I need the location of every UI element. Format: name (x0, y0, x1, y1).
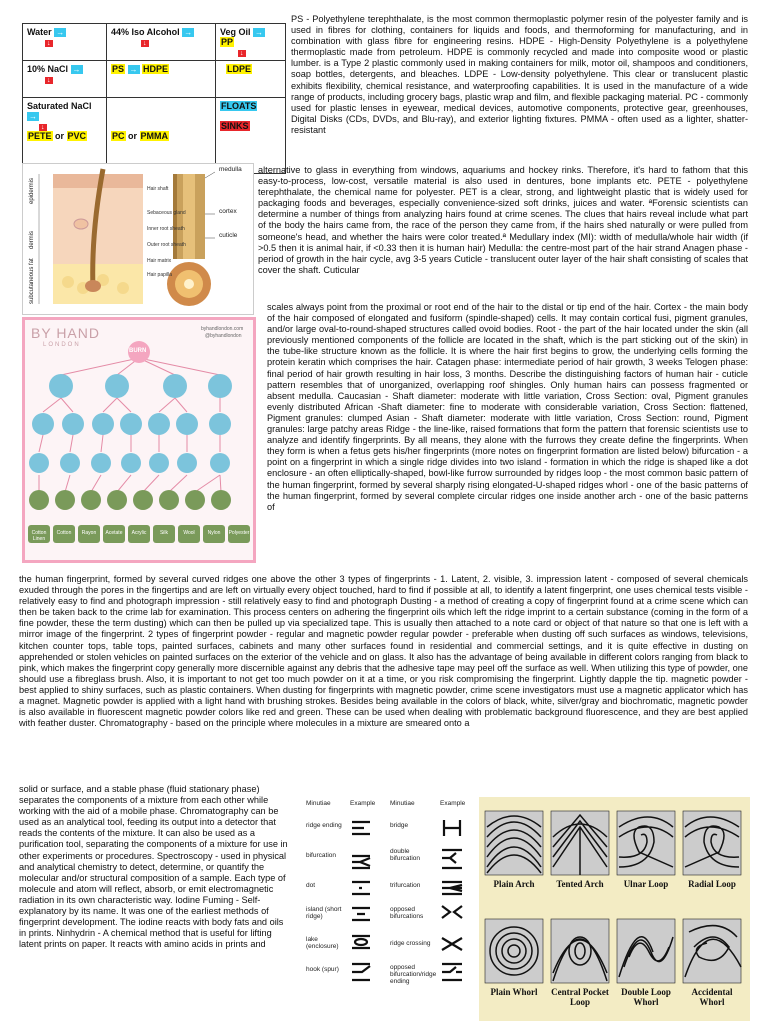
arrow-down-icon: ↓ (41, 124, 45, 131)
paragraph-fingerprints: the human fingerprint, formed by several curved ridges one above the other 3 types of fingerprints - 1. Latent, 2. visible, 3. impression latent - composed of several chemicals exuded through the pores in the fingertips and are left on virtually every object touched, hard to find if possible at all, to identify a latent fingerprint, one uses chemical tests visible - relatively easy to find and photograph impression - still relatively easy to find and photograph Dusting - a method of creating a copy of fingerprint found at a crime scene which can then be taken back to the crime lab for examination. This process centers on adhering the fingerprint oils which left the ridge imprint to a certain substance (coming in the form of a fine powder, these the term dusting) which can then be pulled up via specialized tape. This is usually then attached to a note card or object of that nature so that one is left with a mirror image of the fingerprint. 2 types of fingerprint powder - regular and magnetic powder regular powder - preferable when dusting off such surfaces as windows, televisions, kitchen counter tops, table tops, painted surfaces, cabinets and many other surfaces found in residential and commercial settings, and it is quite effective in dusting on apprehended or stolen vehicles on painted surfaces on the exterior of the vehicle and on glass. It also has the advantage of being available in different colors ranging from black to pink, which makes the fingerprint copy generally more discernible against any debris that the adhesive tape may peel off the surface as well. When utilizing this type of powder, one should use a fibreglass brush. Also, it is important to not get too much powder on it at a time, or you risk compromising the fingerprint. Lightly dapple the tip. magnetic powder - best applied to shiny surfaces, such as plastic containers. When dusting for fingerprints with magnetic powder, crime scene investigators must use a magnetic applicator which has a magnet. Magnetic powder is applied with a light hand with brushing strokes. Besides being available in the colors of black, white, silver/gray and biochromatic, magnetic powder is also available in fluorescent magnetic powder colors like red and green. These can be used when dealing with problematic background fluorescence, and they are best applied with feather duster. Chromatography - based on the principle where molecules in a mixture are smeared onto a (19, 574, 748, 729)
burn-tree (25, 320, 253, 560)
cell-iso (107, 24, 216, 61)
example-header: Example (350, 800, 376, 807)
svg-text:Hair papilla: Hair papilla (147, 272, 173, 278)
opposed-bifurcation-ending-icon (442, 964, 462, 980)
island-icon (352, 908, 370, 920)
hair-diagram (22, 163, 254, 315)
ldpe-label: LDPE (227, 64, 252, 74)
arrow-down-icon: ↓ (47, 40, 51, 47)
fabric-label: Cotton (56, 530, 72, 536)
burn-root: BURN (129, 348, 147, 354)
arrow-down-icon: ↓ (47, 77, 51, 84)
ridge-ending-icon (352, 822, 370, 834)
ps-label: PS (112, 64, 125, 74)
label-cortex: cortex (219, 208, 237, 215)
fabric-label: Nylon (207, 530, 221, 536)
minutia-label: hook (spur) (306, 966, 339, 973)
burn-bottom-labels (28, 530, 250, 542)
bridge-icon (444, 820, 460, 836)
pete-label: PETE (28, 131, 52, 141)
arrow-right-icon: → (184, 28, 193, 37)
fp-label-plain-arch: Plain Arch (493, 879, 535, 889)
svg-text:Hair shaft: Hair shaft (147, 186, 169, 192)
sinks-label: SINKS (221, 121, 249, 131)
minutia-label: double bifurcation (390, 848, 420, 862)
label-medulla: medulla (219, 166, 242, 173)
fp-label-central-pocket-loop: Central Pocket Loop (551, 987, 609, 1007)
fp-label-plain-whorl: Plain Whorl (490, 987, 538, 997)
pp-label: PP (221, 37, 234, 47)
minutia-label: bifurcation (306, 852, 336, 859)
minutia-label: dot (306, 882, 316, 889)
arrow-right-icon: → (72, 65, 81, 74)
fingerprint-patterns (479, 797, 750, 1021)
ridge-crossing-icon (442, 938, 462, 950)
double-bifurcation-icon (442, 850, 462, 868)
example-header: Example (440, 800, 466, 807)
iso-label: 44% Iso Alcohol (111, 27, 180, 37)
or-label: or (128, 130, 138, 141)
fabric-label: Acetate (105, 530, 123, 536)
arrow-right-icon: → (29, 112, 37, 121)
paragraph-chromatography: solid or surface, and a stable phase (fluid stationary phase) separates the components of a mixture from each other while working with the aid of a mobile phase. Chromatography can be used as an analytical tool, feeding its output into a detector that reads the contents of the mixture. It can also be used as a purification tool, separating the components of a mixture for use in other experiments or procedures. Spectroscopy - used in physical and analytical chemistry to detect, determine, or quantify the molecular and/or structural composition of a sample. Each type of molecule and atom will reflect, absorb, or emit electromagnetic radiation in its own characteristic way. Iodine Fuming - Self-explanatory by its name. It was one of the earliest methods of fingerprint development. The iodine reacts with body fats and oils in prints. Ninhydrin - A chemical method that is useful for lifting latent prints on paper. It reacts with amino acids in prints and (19, 784, 288, 950)
burn-chart (22, 317, 256, 563)
minutiae-header: Minutiae (390, 800, 415, 807)
cell-ps-hdpe (107, 61, 216, 98)
paragraph-hair-1: alternative to glass in everything from windows, aquariums and hockey rinks. Therefore, it's hard to fathom that this easy-to-process, low-cost, versatile material is also used in dentures, bone implants etc. PETE - polyethylene terephthalate, the chemical name for polyester. PET is a clear, strong, and lightweight plastic that is widely used for packaging foods and beverages, especially convenience-sized soft drinks, juices and water. ªForensic scientists can determine a number of things from analyzing hairs found at crime scenes. The clues that hairs reveal include what part of the body the hairs came from, the race of the person they came from, if the hairs shed naturally or were pulled from someone's head, and whether the hairs were color treated.ª Medullary index (MI): width of medulla/whole hair width (if >0.5 then it is animal hair, if <0.33 then it is human hair) Medulla: the centre-most part of the hair strand Anagen phase - period of growth in the hair cycle, avg 3-5 years Cuticle - translucent outer layer of the hair shaft consisting of scales that cover the shaft. Cuticular (258, 165, 748, 275)
brand-name: BY HAND (31, 325, 100, 341)
fabric-label: Acrylic (131, 530, 147, 536)
svg-text:Inner root sheath: Inner root sheath (147, 226, 185, 232)
paragraph-hair-2: scales always point from the proximal or root end of the hair to the distal or tip end of the hair. Cortex - the main body of the hair composed of elongated and fusiform (spindle-shaped) cells. It may contain cortical fusi, pigment granules, and/or large oval-to-round-shaped structures called ovoid bodies. Root - the part of the hair located under the skin (all previously mentioned components of the follicle are located in the shaft, which is the part sticking out of the skin) in the tube-like structure known as the follicle. It is where the hair first begins to grow, the underlying cells forming the protein keratin which comprises the hair. Catagen phase: intermediate period of hair growth, 3 weeks Telogen phase: final period of hair growth resulting in hair loss, 3 months. Describe the distinguishing factors of human hair - cuticle pattern resembles that of unorganized, overlapping roof shingles. Only human hairs can possess fragmented or absent medulla. Caucasian - Shaft diameter: moderate with little variation, Cross Section: oval, Pigment granules evenly distributed African -Shaft diameter: fine to moderate with considerable variation, Cross Section: flattened, Pigment granules: clumped Asian - Shaft diameter: moderate with little variation, Cross Section: round, Pigment granules: large patchy areas Ridge - the line-like, raised formations that form the pattern that forensic scientists use to analyze and identify fingerprints. By all means, they alone with the furrows they create define the fingerprints. When they form is when a fetus gets his/her fingerprints (more notes on fingerprint formation are listed below) bifurcation - a point on a fingerprint in which a single ridge divides into two island - formation in which the ridge is shaped like a dot enclosure - an often elliptically-shaped, bowl-like furrow surrounded by ridges loop - the most common basic pattern of the human fingerprint, formed by several sharply rising elongated-U-shaped ridges whorl - one of the basic patterns of the human fingerprint, formed by several complete circular ridges one inside another arch - one of the basic patterns of (267, 302, 748, 512)
pmma-label: PMMA (140, 130, 169, 141)
opposed-bifurcations-icon (442, 906, 462, 918)
site-handle: @byhandlondon (205, 333, 242, 339)
brand-sub: LONDON (43, 342, 81, 348)
hair-illustration (23, 164, 253, 314)
fp-label-tented-arch: Tented Arch (556, 879, 604, 889)
fp-label-radial-loop: Radial Loop (688, 879, 736, 889)
fabric-label: Silk (159, 530, 169, 536)
arrow-down-icon: ↓ (240, 50, 244, 57)
minutia-label: island (short ridge) (306, 906, 342, 920)
minutiae-table (302, 798, 474, 1018)
minutiae-icons (302, 798, 474, 1018)
plastic-table (22, 23, 286, 174)
cell-ldpe (216, 61, 286, 98)
arrow-right-icon: → (56, 28, 65, 37)
satnacl-label: Saturated NaCl (27, 101, 92, 111)
minutia-label: lake (enclosure) (306, 936, 339, 950)
hdpe-label: HDPE (143, 64, 169, 74)
arrow-down-icon: ↓ (143, 40, 147, 47)
pvc-label: PVC (67, 131, 87, 141)
svg-text:Sebaceous gland: Sebaceous gland (147, 210, 186, 216)
fp-label-double-loop-whorl: Double Loop Whorl (621, 987, 671, 1007)
fabric-label: Rayon (81, 530, 97, 536)
cell-vegoil (216, 24, 286, 61)
water-label: Water (27, 27, 52, 37)
vegoil-label: Veg Oil (220, 27, 251, 37)
minutia-label: opposed bifurcation/ridge ending (390, 964, 437, 985)
svg-text:dermis: dermis (29, 230, 35, 249)
or-label: or (55, 131, 65, 141)
svg-text:Hair matrix: Hair matrix (147, 258, 172, 264)
fabric-label: Polyester (228, 530, 250, 536)
bifurcation-icon (352, 856, 370, 868)
paragraph-plastics: PS - Polyethylene terephthalate, is the most common thermoplastic polymer resin of the polyester family and is used in fibres for clothing, containers for liquids and foods, and thermoforming for manufacturing, and in combination with glass fibre for engineering resins. HDPE - High-Density Polyethylene is a polyethylene thermoplastic made from petroleum. HDPE is commonly recycled and made into composite wood or plastic lumber. is a Type 2 plastic commonly used in making containers for milk, motor oil, shampoos and conditioners, soap bottles, detergents, and bleaches. LDPE - Low-density polyethylene. This clear or translucent plastic exhibits flexibility, chemical resistance, and waterproofing capabilities. It is used in the manufacture of a wide range of products, including grocery bags, plastic wrap and film, and flexible packaging material. PC - commonly used for plastic lenses in eyewear, medical devices, automotive components, protective gear, greenhouses, Digital Disks (CDs, DVDs, and Blu-ray), and exterior lighting fixtures. PMMA - often used as a lighter, shatter-resistant (291, 14, 748, 135)
cell-water (23, 24, 107, 61)
fp-label-ulnar-loop: Ulnar Loop (623, 879, 669, 889)
trifurcation-icon (442, 882, 462, 894)
arrow-right-icon: → (129, 65, 138, 74)
site-url: byhandlondon.com (201, 326, 244, 332)
minutia-label: ridge crossing (390, 940, 431, 947)
dot-icon (352, 882, 370, 894)
svg-text:subcutaneous fat: subcutaneous fat (29, 258, 35, 304)
minutia-label: opposed bifurcations (390, 906, 424, 920)
cell-nacl10 (23, 61, 107, 98)
minutiae-header: Minutiae (306, 800, 331, 807)
fabric-label: Wool (183, 530, 195, 536)
fp-label-accidental-whorl: Accidental Whorl (691, 987, 733, 1007)
arrow-right-icon: → (255, 28, 264, 37)
nacl10-label: 10% NaCl (27, 64, 69, 74)
fabric-label: Cotton Linen (31, 530, 47, 542)
svg-text:epidermis: epidermis (29, 177, 35, 204)
minutia-label: trifurcation (390, 882, 421, 889)
pc-label: PC (112, 130, 125, 141)
minutia-label: bridge (390, 822, 409, 829)
hook-icon (352, 964, 370, 980)
floats-label: FLOATS (221, 101, 257, 111)
svg-text:Outer root sheath: Outer root sheath (147, 242, 186, 248)
minutia-label: ridge ending (306, 822, 342, 829)
label-cuticle: cuticle (219, 232, 238, 239)
